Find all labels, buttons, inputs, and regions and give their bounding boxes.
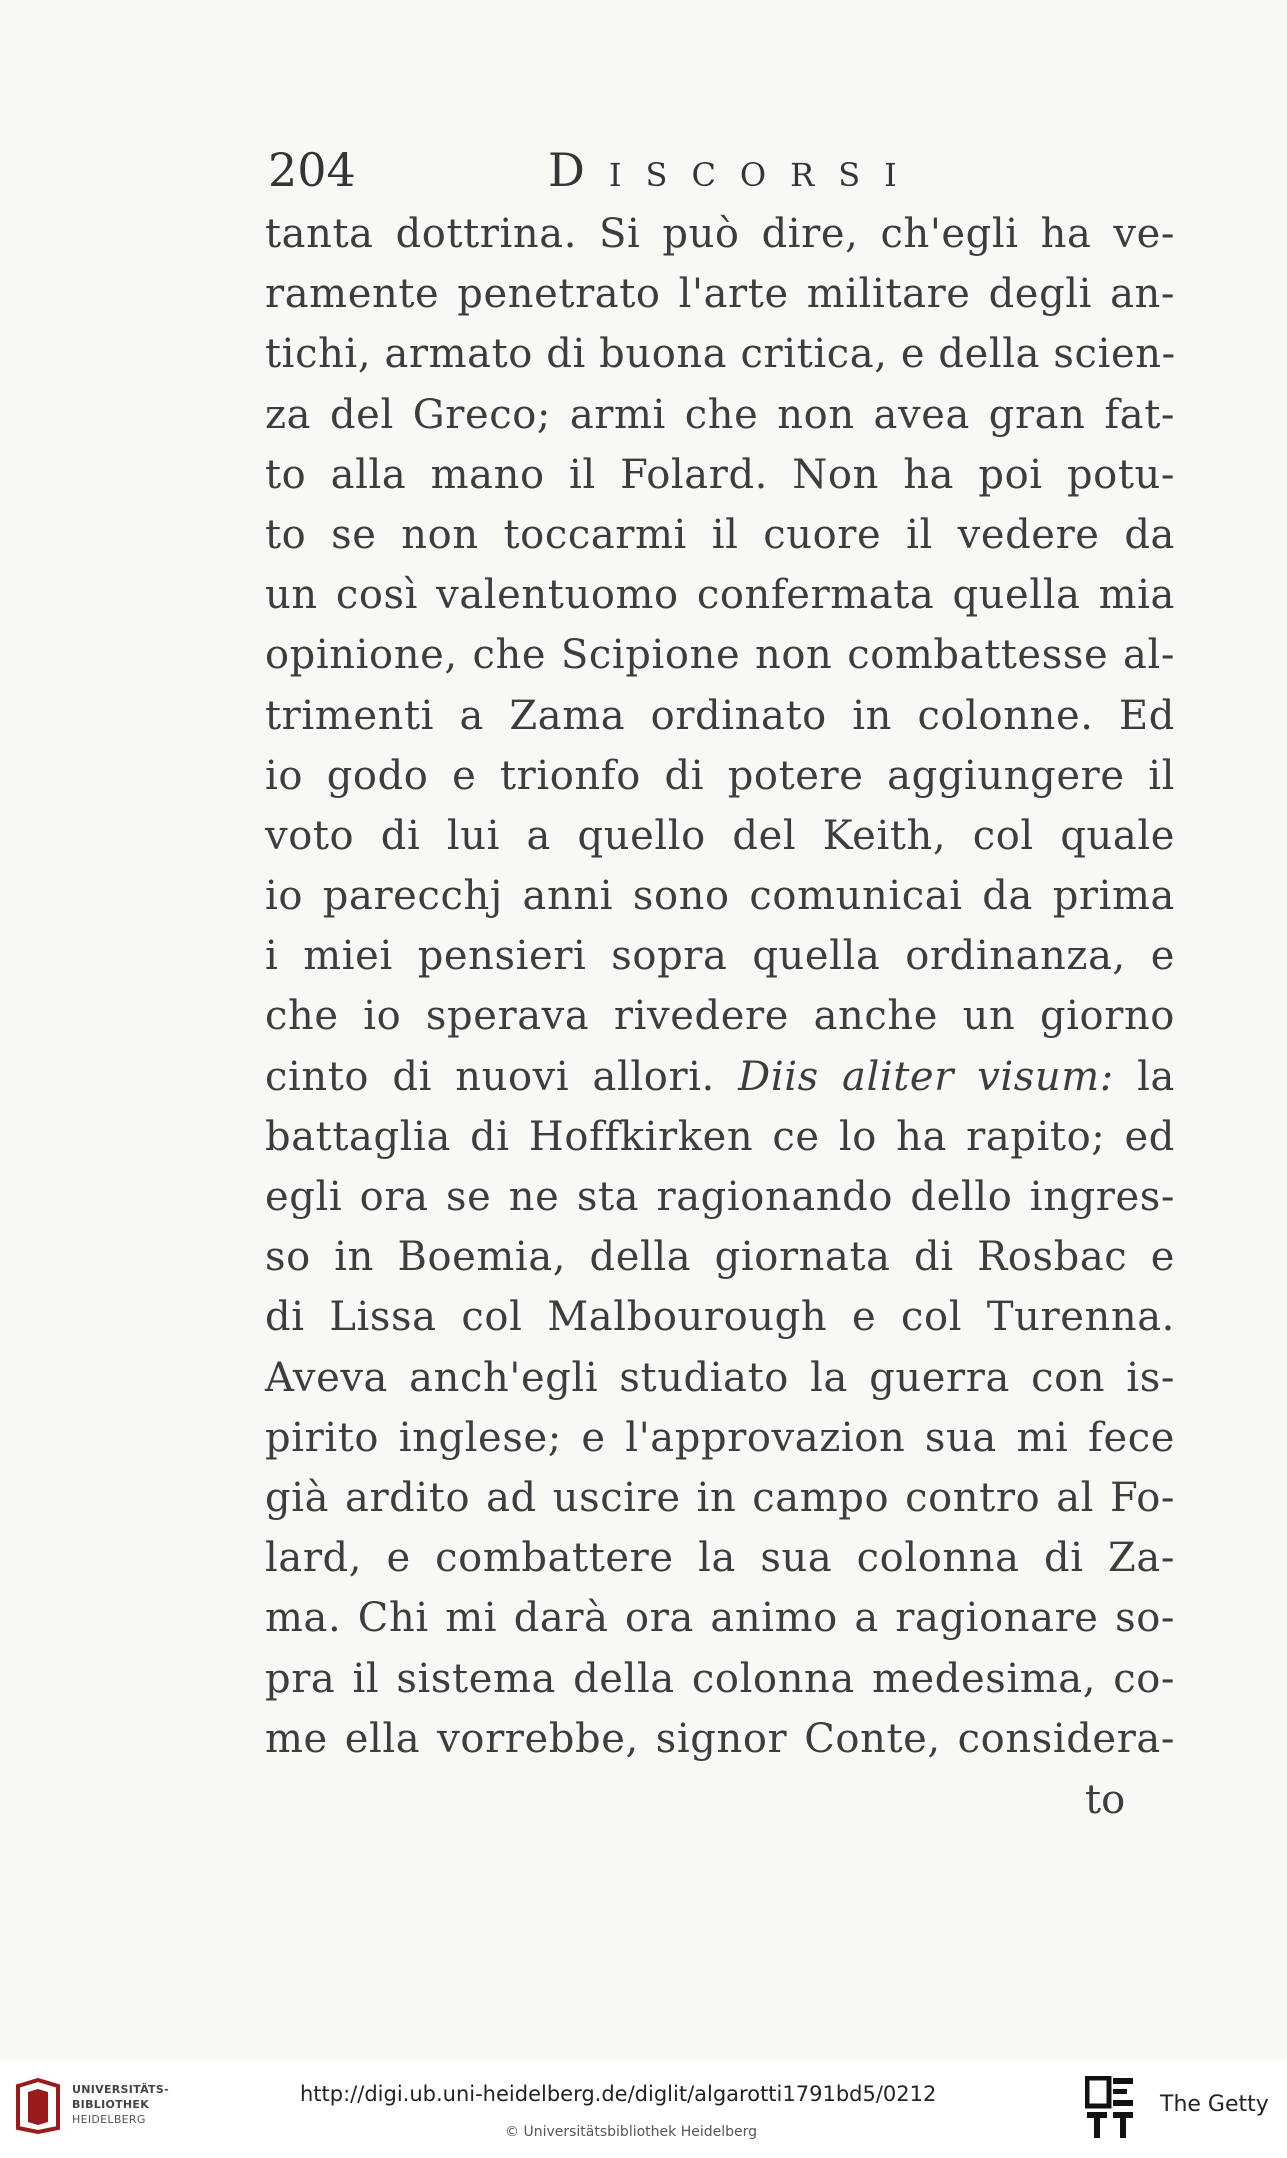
page-header: [268, 140, 1028, 200]
getty-logo-icon: [1085, 2076, 1135, 2140]
text-line: trimenti a Zama ordinato in colonne. Ed: [265, 692, 1175, 739]
text-line: to se non toccarmi il cuore il vedere da: [265, 511, 1175, 558]
library-name: [72, 2082, 169, 2127]
body-text: [265, 204, 1175, 1769]
text-line: so in Boemia, della giornata di Rosbac e: [265, 1234, 1175, 1281]
text-line: egli ora se ne sta ragionando dello ingres-: [265, 1174, 1175, 1220]
text-line: io godo e trionfo di potere aggiungere il: [265, 752, 1175, 799]
library-name-line: HEIDELBERG: [72, 2113, 146, 2126]
text-line: pra il sistema della colonna medesima, co-: [265, 1655, 1175, 1702]
page-number: 204: [268, 143, 356, 197]
text-line: pirito inglese; e l'approvazion sua mi fece: [265, 1414, 1175, 1461]
text-line: già ardito ad uscire in campo contro al Fo-: [265, 1474, 1175, 1521]
text-line: voto di lui a quello del Keith, col quale: [265, 812, 1175, 859]
library-name-line: UNIVERSITÄTS-: [72, 2083, 169, 2096]
copyright-notice: © Universitätsbibliothek Heidelberg: [505, 2124, 758, 2140]
library-name-line: BIBLIOTHEK: [72, 2098, 150, 2111]
text-line: me ella vorrebbe, signor Conte, considera-: [265, 1715, 1175, 1762]
running-title: Discorsi: [548, 143, 921, 197]
text-line: io parecchj anni sono comunicai da prima: [265, 873, 1175, 920]
text-line: opinione, che Scipione non combattesse al-: [265, 632, 1175, 679]
text-line: tichi, armato di buona critica, e della scien-: [265, 331, 1176, 378]
catchword: to: [1085, 1777, 1126, 1823]
text-line: di Lissa col Malbourough e col Turenna.: [265, 1294, 1175, 1341]
text-line: che io sperava rivedere anche un giorno: [265, 993, 1175, 1040]
text-line: lard, e combattere la sua colonna di Za-: [265, 1535, 1175, 1582]
text-line: i miei pensieri sopra quella ordinanza, e: [265, 933, 1175, 980]
italic-phrase: Diis aliter visum:: [738, 1053, 1114, 1100]
text-line: Aveva anch'egli studiato la guerra con is-: [265, 1354, 1175, 1401]
text-line: ma. Chi mi darà ora animo a ragionare so-: [265, 1595, 1175, 1642]
text-line: ramente penetrato l'arte militare degli an-: [265, 271, 1175, 318]
source-url-link[interactable]: http://digi.ub.uni-heidelberg.de/diglit/algarotti1791bd5/0212: [300, 2082, 937, 2106]
text-line: to alla mano il Folard. Non ha poi potu-: [265, 451, 1175, 498]
text-line: un così valentuomo confermata quella mia: [265, 572, 1175, 619]
university-library-logo-icon: [14, 2078, 62, 2134]
footer-bar: [0, 2060, 1287, 2158]
text-line: battaglia di Hoffkirken ce lo ha rapito; ed: [265, 1113, 1175, 1160]
text-line: tanta dottrina. Si può dire, ch'egli ha ve-: [265, 211, 1175, 257]
text-line-with-italic: cinto di nuovi allori. Diis aliter visum: la: [265, 1053, 1176, 1100]
getty-name: The Getty: [1160, 2092, 1269, 2117]
text-line: za del Greco; armi che non avea gran fat-: [265, 391, 1175, 438]
